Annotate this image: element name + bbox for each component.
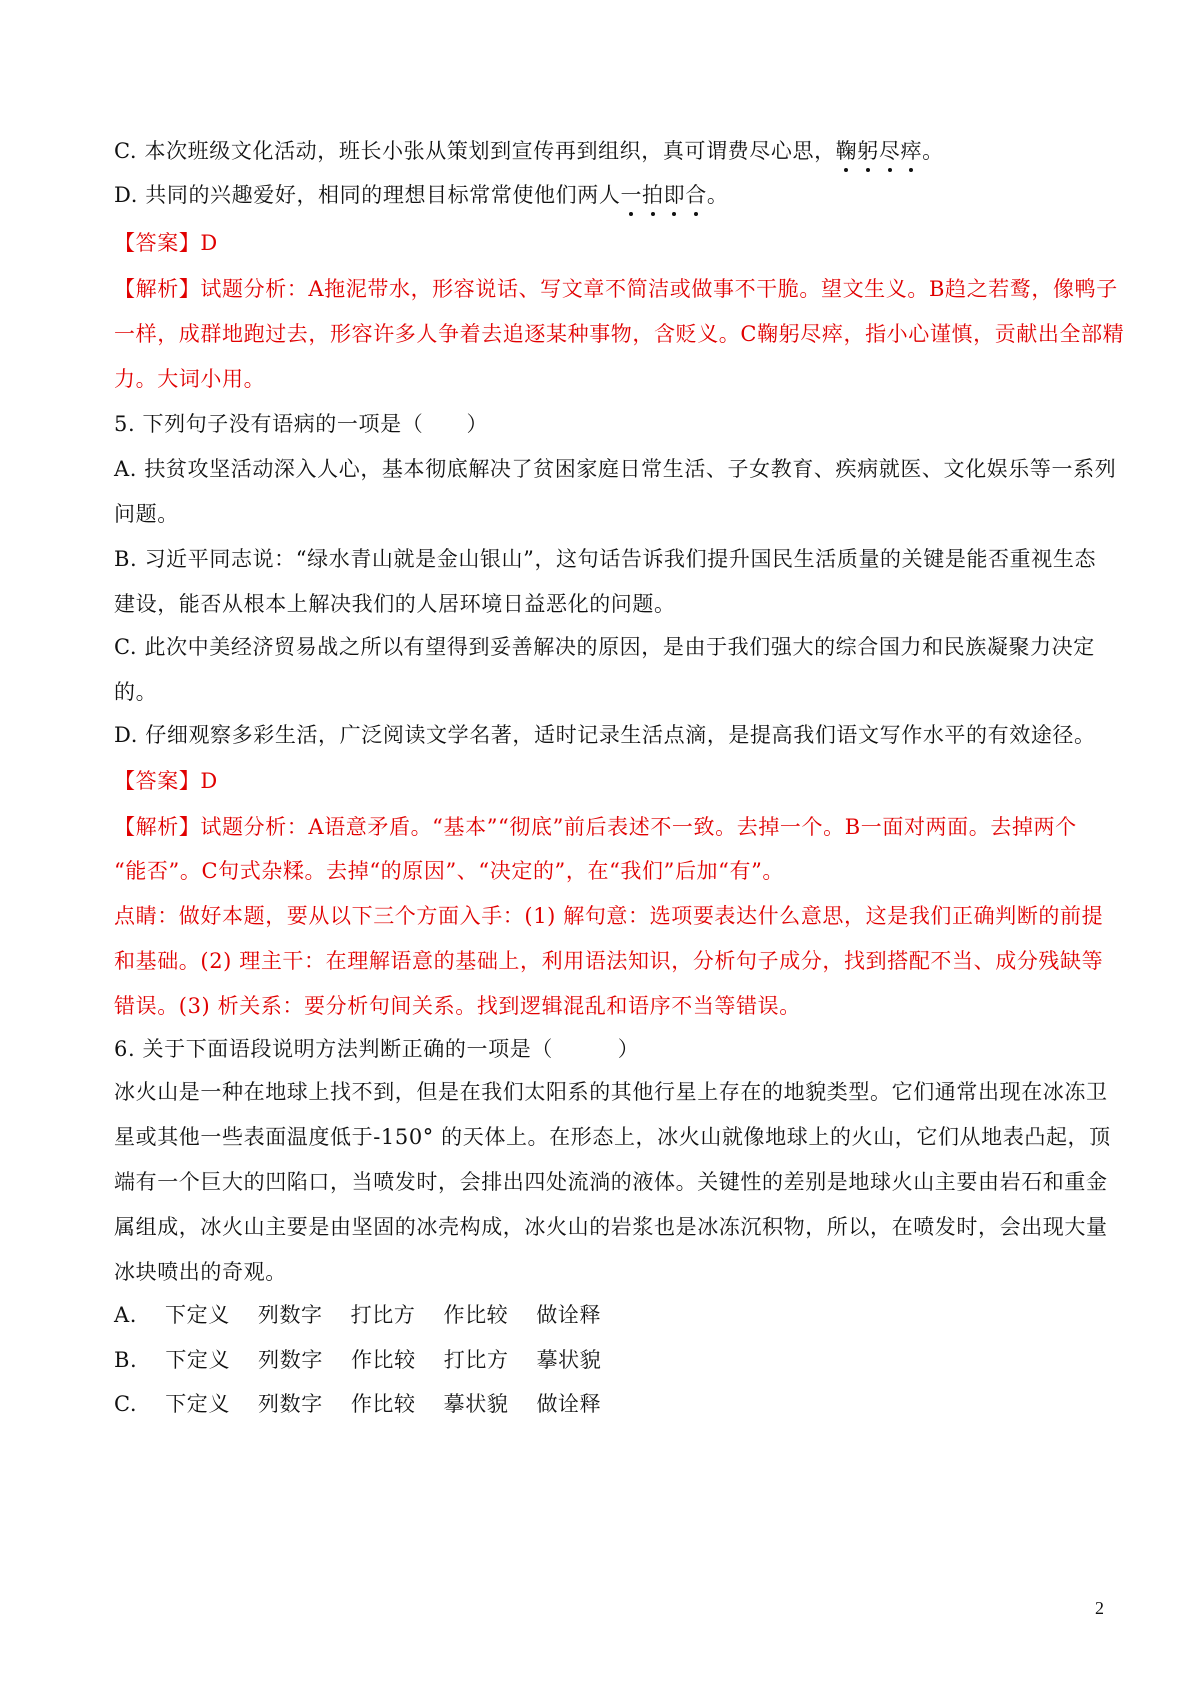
emphasis-char: 合 [685, 183, 707, 207]
emphasis-char: 拍 [642, 183, 664, 207]
emphasis-dot [694, 212, 698, 216]
q5-analysis-line-2: “能否”。C句式杂糅。去掉“的原因”、“决定的”，在“我们”后加“有”。 [114, 859, 785, 883]
q4-analysis-line-2: 一样，成群地跑过去，形容许多人争着去追逐某种事物，含贬义。C鞠躬尽瘁，指小心谨慎，贡献出全部精 [114, 322, 1125, 346]
emphasis-char: 瘁 [901, 139, 923, 163]
q4-analysis-line-3: 力。大词小用。 [114, 367, 266, 391]
emphasis-char: 鞠 [836, 139, 858, 163]
page-number: 2 [1095, 1598, 1104, 1618]
q6-option-c: C. 下定义 列数字 作比较 摹状貌 做诠释 [114, 1392, 602, 1416]
q6-option-a: A. 下定义 列数字 打比方 作比较 做诠释 [114, 1303, 602, 1327]
q6-passage-line-1: 冰火山是一种在地球上找不到，但是在我们太阳系的其他行星上存在的地貌类型。它们通常出现在冰冻卫 [114, 1080, 1108, 1104]
emphasis-char: 躬 [857, 139, 879, 163]
q4-analysis-line-1: 【解析】试题分析：A拖泥带水，形容说话、写文章不简洁或做事不干脆。望文生义。B趋之若鹜，像鸭子 [114, 277, 1118, 301]
q5-analysis-line-1: 【解析】试题分析：A语意矛盾。“基本”“彻底”前后表述不一致。去掉一个。B一面对两面。去掉两个 [114, 815, 1077, 839]
emphasis-char: 即 [664, 183, 686, 207]
emphasis-dot [866, 168, 870, 172]
emphasis-dot [629, 212, 633, 216]
q5-stem: 5. 下列句子没有语病的一项是（ ） [114, 412, 489, 436]
q5-option-a-line-2: 问题。 [114, 502, 179, 526]
q5-option-b-line-1: B. 习近平同志说：“绿水青山就是金山银山”，这句话告诉我们提升国民生活质量的关键是能否重视生态 [114, 547, 1097, 571]
q6-passage-line-5: 冰块喷出的奇观。 [114, 1260, 287, 1284]
q5-option-c-line-1: C. 此次中美经济贸易战之所以有望得到妥善解决的原因，是由于我们强大的综合国力和民族凝聚力决定 [114, 635, 1095, 659]
emphasis-char: 一 [620, 183, 642, 207]
q6-option-b: B. 下定义 列数字 作比较 打比方 摹状貌 [114, 1348, 602, 1372]
q5-option-b-line-2: 建设，能否从根本上解决我们的人居环境日益恶化的问题。 [114, 592, 676, 616]
emphasis-dot [909, 168, 913, 172]
q4-option-d: D. 共同的兴趣爱好，相同的理想目标常常使他们两人一 拍 即 合 。 [114, 181, 1094, 209]
emphasis-dot [651, 212, 655, 216]
q6-stem: 6. 关于下面语段说明方法判断正确的一项是（ ） [114, 1037, 640, 1061]
q5-option-a-line-1: A. 扶贫攻坚活动深入人心，基本彻底解决了贫困家庭日常生活、子女教育、疾病就医、文化娱乐等一系列 [114, 457, 1117, 481]
emphasis-dot [672, 212, 676, 216]
q4-option-c: C. 本次班级文化活动，班长小张从策划到宣传再到组织，真可谓费尽心思，鞠 躬 尽 瘁 。 [114, 137, 1094, 165]
q6-passage-line-3: 端有一个巨大的凹陷口，当喷发时，会排出四处流淌的液体。关键性的差别是地球火山主要由岩石和重金 [114, 1170, 1108, 1194]
q5-answer: 【答案】D [114, 769, 218, 793]
emphasis-dot [844, 168, 848, 172]
q5-tip-line-1: 点睛：做好本题，要从以下三个方面入手：(1) 解句意：选项要表达什么意思，这是我们正确判断的前提 [114, 904, 1104, 928]
emphasis-text [836, 139, 922, 163]
q4-answer: 【答案】D [114, 231, 218, 255]
q6-passage-line-4: 属组成，冰火山主要是由坚固的冰壳构成，冰火山的岩浆也是冰冻沉积物，所以，在喷发时，会出现大量 [114, 1215, 1108, 1239]
q6-passage-line-2: 星或其他一些表面温度低于-150° 的天体上。在形态上，冰火山就像地球上的火山，它们从地表凸起，顶 [114, 1125, 1111, 1149]
emphasis-dot [888, 168, 892, 172]
emphasis-text [620, 183, 706, 207]
q5-option-d: D. 仔细观察多彩生活，广泛阅读文学名著，适时记录生活点滴，是提高我们语文写作水平的有效途径。 [114, 723, 1096, 747]
q5-tip-line-2: 和基础。(2) 理主干：在理解语意的基础上，利用语法知识，分析句子成分，找到搭配不当、成分残缺等 [114, 949, 1104, 973]
q5-tip-line-3: 错误。(3) 析关系：要分析句间关系。找到逻辑混乱和语序不当等错误。 [114, 994, 801, 1018]
emphasis-char: 尽 [879, 139, 901, 163]
q5-option-c-line-2: 的。 [114, 680, 158, 704]
